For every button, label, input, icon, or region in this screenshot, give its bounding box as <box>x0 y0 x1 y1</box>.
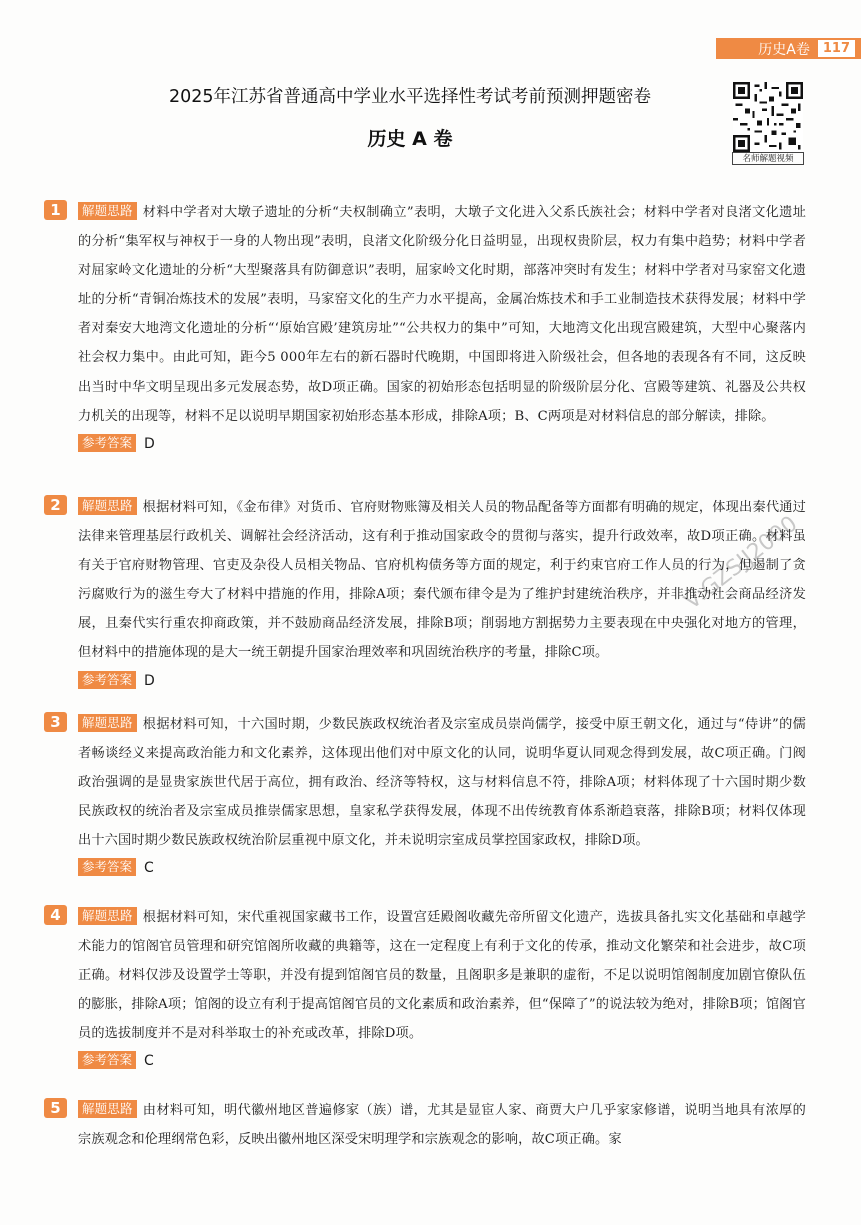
analysis-tag: 解题思路 <box>78 907 137 925</box>
section-label: 历史A卷 <box>758 41 810 58</box>
answer-value: C <box>144 1053 154 1070</box>
page-header-tab <box>716 38 861 59</box>
item-analysis <box>78 710 806 855</box>
answer-row <box>78 1050 806 1072</box>
answer-item-2 <box>44 493 806 692</box>
item-number: 1 <box>44 200 67 220</box>
answer-value: D <box>144 435 155 452</box>
analysis-text: 根据材料可知，宋代重视国家藏书工作，设置宫廷殿阁收藏先帝所留文化遗产，选拔具备扎实文化基础和卓越学术能力的馆阁官员管理和研究馆阁所收藏的典籍等，这在一定程度上有利于文化的传承，推动文化繁荣和社会进步，故C项正确。材料仅涉及设置学士等职，并没有提到馆阁官员的数量，且阁职多是兼职的虚衔，不足以说明馆阁制度加剧官僚队伍的膨胀，排除A项；馆阁的设立有利于提高馆阁官员的文化素质和政治素养，但“保障了”的说法较为绝对，排除B项；馆阁官员的选拔制度并不是对科举取士的补充或改革，排除D项。 <box>78 910 806 1042</box>
watermark-text: V:GZSJJ2000 <box>680 511 803 615</box>
answer-tag: 参考答案 <box>78 671 136 689</box>
analysis-text: 根据材料可知，《金布律》对货币、官府财物账簿及相关人员的物品配备等方面都有明确的规定，体现出秦代通过法律来管理基层行政机关、调解社会经济活动，这有利于推动国家政令的贯彻与落实，提升行政效率，故D项正确。材料虽有关于官府财物管理、官吏及杂役人员相关物品、官府机构债务等方面的规定，利于约束官府工作人员的行为，但遏制了贪污腐败行为的滋生夸大了材料中措施的作用，排除A项；秦代颁布律令是为了维护封建统治秩序，并非推动社会商品经济发展，且秦代实行重农抑商政策，并不鼓励商品经济发展，排除B项；削弱地方割据势力主要表现在中央强化对地方的管理，但材料中的措施体现的是大一统王朝提升国家治理效率和巩固统治秩序的考量，排除C项。 <box>78 500 806 661</box>
item-number: 4 <box>44 905 67 925</box>
analysis-text: 由材料可知，明代徽州地区普遍修家（族）谱，尤其是显宦人家、商贾大户几乎家家修谱，说明当地具有浓厚的宗族观念和伦理纲常色彩，反映出徽州地区深受宋明理学和宗族观念的影响，故C项正确。家 <box>78 1103 806 1148</box>
answer-item-5 <box>44 1096 806 1154</box>
answer-value: D <box>144 672 155 689</box>
qr-code[interactable] <box>733 82 803 152</box>
answer-row <box>78 670 806 692</box>
analysis-tag: 解题思路 <box>78 202 137 220</box>
item-analysis <box>78 198 806 431</box>
item-analysis <box>78 493 806 668</box>
qr-caption: 名师解题视频 <box>732 152 804 165</box>
analysis-tag: 解题思路 <box>78 497 137 515</box>
analysis-text: 根据材料可知，十六国时期，少数民族政权统治者及宗室成员崇尚儒学，接受中原王朝文化，通过与“侍讲”的儒者畅谈经义来提高政治能力和文化素养，这体现出他们对中原文化的认同，说明华夏认同观念得到发展，故C项正确。门阀政治强调的是显贵家族世代居于高位，拥有政治、经济等特权，这与材料信息不符，排除A项；材料体现了十六国时期少数民族政权的统治者及宗室成员推崇儒家思想，皇家私学获得发展，体现不出传统教育体系渐趋衰落，排除B项；材料仅体现出十六国时期少数民族政权统治阶层重视中原文化，并未说明宗室成员掌控国家政权，排除D项。 <box>78 717 806 849</box>
paper-subtitle: 历史 A 卷 <box>367 128 453 150</box>
answer-item-3 <box>44 710 806 879</box>
analysis-tag: 解题思路 <box>78 1100 137 1118</box>
item-number: 2 <box>44 495 67 515</box>
item-analysis <box>78 1096 806 1154</box>
analysis-text: 材料中学者对大墩子遗址的分析“夫权制确立”表明，大墩子文化进入父系氏族社会；材料中学者对良渚文化遗址的分析“集军权与神权于一身的人物出现”表明，良渚文化阶级分化日益明显，出现权贵阶层，权力有集中趋势；材料中学者对屈家岭文化遗址的分析“大型聚落具有防御意识”表明，屈家岭文化时期，部落冲突时有发生；材料中学者对马家窑文化遗址的分析“青铜冶炼技术的发展”表明，马家窑文化的生产力水平提高，金属冶炼技术和手工业制造技术获得发展；材料中学者对秦安大地湾文化遗址的分析“‘原始宫殿’建筑房址”“公共权力的集中”可知，大地湾文化出现宫殿建筑，大型中心聚落内社会权力集中。由此可知，距今5 000年左右的新石器时代晚期，中国即将进入阶级社会，但各地的表现各有不同，这反映出当时中华文明呈现出多元发展态势，故D项正确。国家的初始形态包括明显的阶级阶层分化、宫殿等建筑、礼器及公共权力机关的出现等，材料不足以说明早期国家初始形态基本形成，排除A项；B、C两项是对材料信息的部分解读，排除。 <box>78 205 806 424</box>
answer-item-1 <box>44 198 806 455</box>
exam-title: 2025年江苏省普通高中学业水平选择性考试考前预测押题密卷 <box>168 87 652 107</box>
answer-row <box>78 433 806 455</box>
item-number: 3 <box>44 712 67 732</box>
answer-item-4 <box>44 903 806 1072</box>
answer-tag: 参考答案 <box>78 1051 136 1069</box>
answer-tag: 参考答案 <box>78 858 136 876</box>
answer-tag: 参考答案 <box>78 434 136 452</box>
answer-row <box>78 857 806 879</box>
item-number: 5 <box>44 1098 67 1118</box>
answer-value: C <box>144 860 154 877</box>
item-analysis <box>78 903 806 1048</box>
page-number: 117 <box>818 40 855 57</box>
analysis-tag: 解题思路 <box>78 714 137 732</box>
